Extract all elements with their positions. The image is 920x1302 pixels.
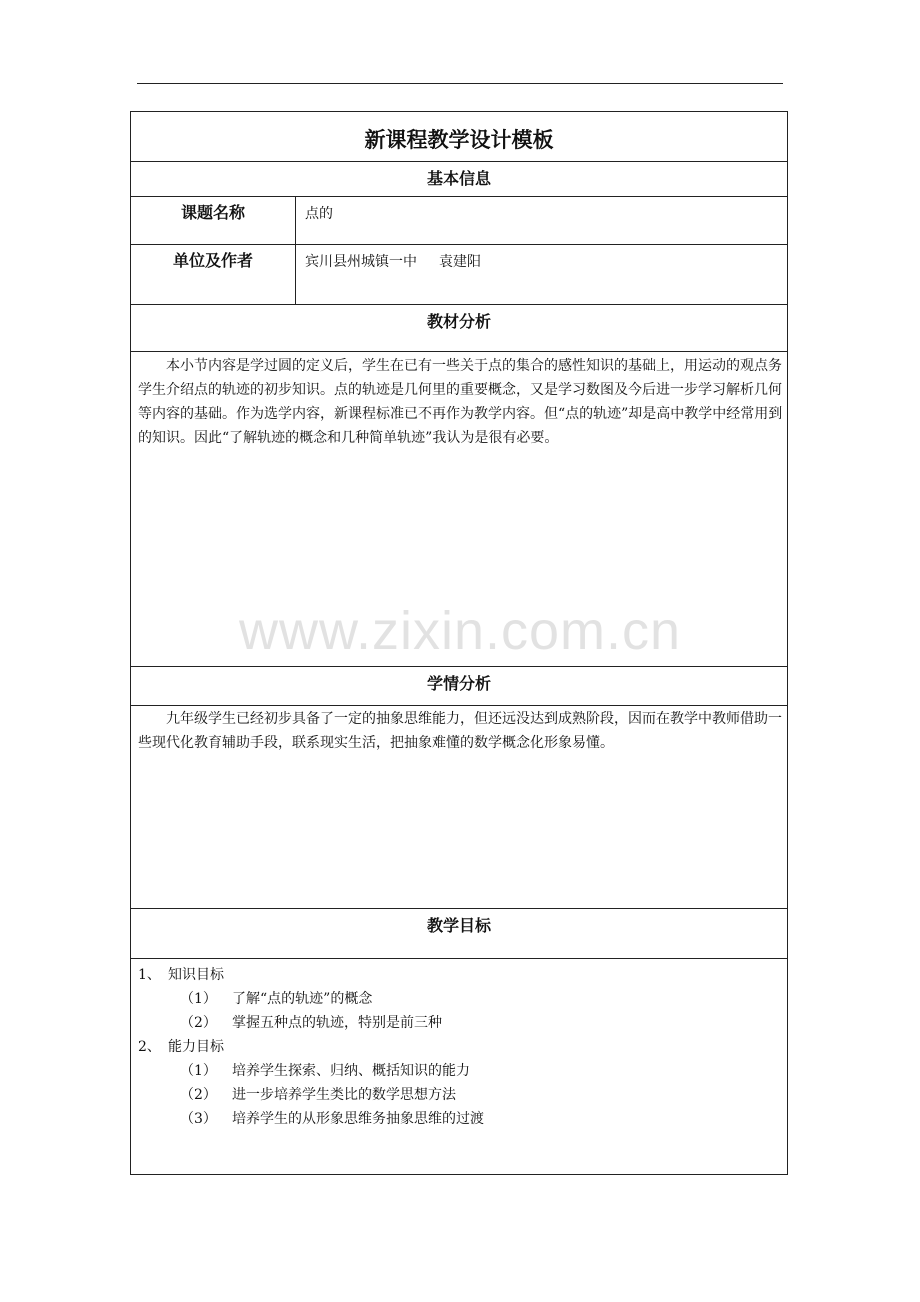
objective-group-knowledge: 1、 知识目标 [138,967,224,983]
student-analysis-header: 学情分析 [426,674,491,693]
author-label: 单位及作者 [131,245,296,304]
objective-item: （1） 了解“点的轨迹”的概念 [180,991,373,1007]
objective-item: （3） 培养学生的从形象思维务抽象思维的过渡 [180,1111,484,1127]
student-analysis-header-row [131,667,787,706]
textbook-analysis-header: 教材分析 [426,312,491,331]
objective-item: （2） 掌握五种点的轨迹，特别是前三种 [180,1015,442,1031]
author-value [305,251,481,271]
student-analysis-text: 九年级学生已经初步具备了一定的抽象思维能力，但还远没达到成熟阶段，因而在教学中教师借助一些现代化教育辅助手段，联系现实生活，把抽象难懂的数学概念化形象易懂。 [138,711,782,751]
objective-item: （1） 培养学生探索、归纳、概括知识的能力 [180,1063,470,1079]
objectives-list [131,959,787,1131]
form-title-row [131,112,787,162]
student-analysis-body-row [131,706,787,909]
watermark: www.zixin.com.cn [238,601,682,661]
objective-item: （2） 进一步培养学生类比的数学思想方法 [180,1087,456,1103]
topic-value: 点的 [305,206,333,222]
author-name: 袁建阳 [439,254,481,270]
textbook-analysis-body-row [131,352,787,667]
objective-group-ability: 2、 能力目标 [138,1039,224,1055]
author-row [131,245,787,305]
textbook-analysis-header-row [131,305,787,352]
topic-label: 课题名称 [131,197,296,244]
lesson-design-form [130,111,788,1175]
basic-info-header-row [131,162,787,197]
author-unit: 宾川县州城镇一中 [305,254,417,270]
objectives-header: 教学目标 [426,916,491,935]
objectives-body-row [131,959,787,1174]
form-title: 新课程教学设计模板 [364,128,554,152]
basic-info-header: 基本信息 [426,169,491,188]
header-rule [137,83,783,84]
topic-row [131,197,787,245]
textbook-analysis-text: 本小节内容是学过圆的定义后，学生在已有一些关于点的集合的感性知识的基础上，用运动的观点务学生介绍点的轨迹的初步知识。点的轨迹是几何里的重要概念，又是学习数图及今后进一步学习解析几何等内容的基础。作为选学内容，新课程标准已不再作为教学内容。但“点的轨迹”却是高中教学中经常用到的知识。因此“了解轨迹的概念和几种简单轨迹”我认为是很有必要。 [138,358,783,446]
objectives-header-row [131,909,787,959]
